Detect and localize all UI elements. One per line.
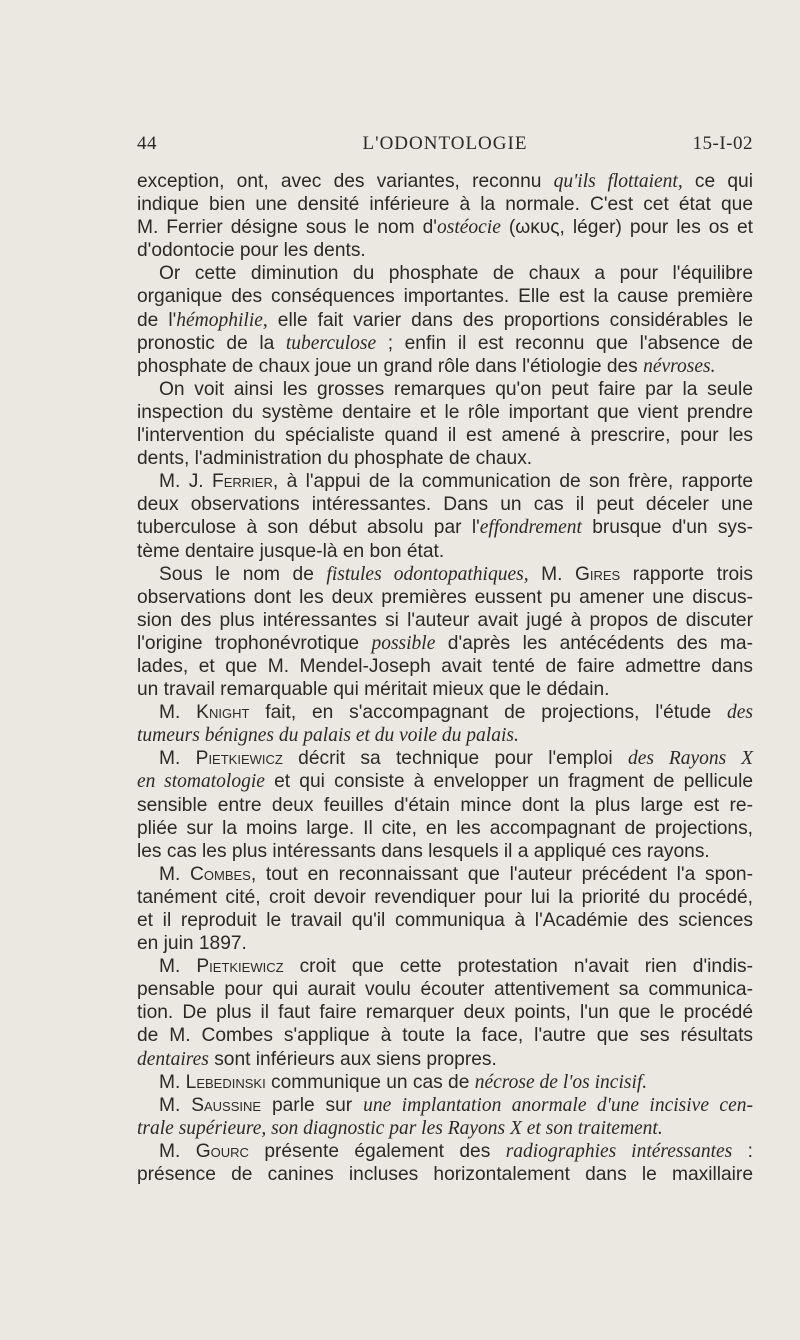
paragraph [137,863,753,955]
text-run: de M. Combes s'applique à toute la face, l'autre que ses résultats [137,1025,753,1047]
italic-run: nécrose de l'os incisif. [474,1071,648,1093]
text-run: exception, ont, avec des variantes, reconnu [137,171,554,192]
text-line [137,632,753,655]
text-run: pronostic de la [137,332,286,354]
author-name: Knight [196,702,250,724]
text-line [137,401,753,424]
text-line [137,1140,753,1163]
italic-run: tuberculose [285,332,377,354]
text-run: tuberculose à son début absolu par l' [137,517,480,539]
text-line [137,817,753,840]
paragraph [137,1140,753,1186]
text-run: , tout en reconnaissant que l'auteur précédent l'a spon- [250,863,753,885]
italic-run: une implantation anormale d'une incisive cen- [363,1094,753,1116]
text-line [137,932,753,955]
text-run: M. [159,702,197,724]
text-run: Or cette diminution du phosphate de chaux a pour l'équilibre [159,263,753,285]
italic-run: dentaires [137,1048,209,1070]
text-run: d'après les antécédents des ma- [435,632,753,654]
author-name: Pietkiewicz [195,748,283,770]
italic-run: hémophilie, [176,309,268,331]
text-run: phosphate de chaux joue un grand rôle dans l'étiologie des [137,355,644,377]
italic-run: des [727,702,753,724]
text-line [137,262,753,285]
italic-run: trale supérieure, son diagnostic par les Rayons X et son traitement. [137,1117,663,1139]
text-run: sont inférieurs aux siens propres. [208,1048,497,1070]
text-line [137,840,753,863]
text-line [137,1024,753,1047]
text-line [137,678,753,701]
text-line [137,1094,753,1117]
text-run: présente également des [248,1140,506,1162]
text-run: pliée sur la moins large. Il cite, en les accompagnant de projections, [137,817,753,839]
author-name: Combes [190,863,251,885]
paragraph [137,955,753,1070]
italic-run: effondrement [479,517,582,539]
author-name: Lebedinski [185,1071,266,1093]
text-run: tanément cité, croit devoir revendiquer pour lui la priorité du procédé, [137,886,753,908]
italic-run: qu'ils flottaient, [553,171,683,192]
text-run: de l' [137,309,177,331]
italic-run: en stomatologie [137,771,265,793]
text-run: , à l'appui de la communication de son frère, rapporte [272,471,754,493]
text-run: On voit ainsi les grosses remarques qu'on peut faire par la seule [159,378,753,400]
text-run: rapporte trois [620,563,753,585]
text-line [137,955,753,978]
text-run: (ωκυς, léger) pour les os et [500,217,753,239]
text-line [137,747,753,770]
italic-run: ostéocie [436,217,501,239]
issue-date: 15-I-02 [692,133,753,154]
text-run: M. [159,1071,186,1093]
italic-run: tumeurs bénignes du palais et du voile du palais. [137,725,519,747]
text-run: présence de canines incluses horizontalement dans le maxillaire [137,1164,753,1186]
italic-run: des Rayons X [627,748,753,770]
text-run: sion des plus intéressantes si l'auteur avait jugé à propos de discuter [137,609,753,631]
text-line [137,701,753,724]
text-line [137,447,753,470]
text-run: elle fait varier dans des proportions considérables le [267,309,753,331]
text-run: fait, en s'accompagnant de projections, l'étude [249,702,727,724]
text-run: l'origine trophonévrotique [137,632,372,654]
text-run: M. [159,863,191,885]
text-line [137,1001,753,1024]
text-run: en juin 1897. [137,933,247,955]
text-run: Sous le nom de [159,563,327,585]
text-line [137,332,753,355]
text-run: ce qui [682,171,753,192]
paragraph [137,262,753,377]
text-run: lades, et que M. Mendel-Joseph avait tenté de faire admettre dans [137,655,753,677]
text-run: M. [528,563,575,585]
italic-run: possible [371,632,436,654]
text-run: M. [159,956,197,978]
text-run: croit que cette protestation n'avait rien d'indis- [283,956,753,978]
paragraph [137,701,753,747]
italic-run: radiographies intéressantes [505,1140,733,1162]
text-line [137,1117,753,1140]
text-run: M. J. [159,471,213,493]
text-line [137,886,753,909]
text-line [137,516,753,539]
text-line [137,216,753,239]
text-run: et qui consiste à envelopper un fragment de pellicule [264,771,754,793]
text-run: M. [159,1140,196,1162]
text-line [137,540,753,563]
paragraph [137,1071,753,1094]
text-line [137,586,753,609]
text-line [137,909,753,932]
page-number: 44 [137,133,157,154]
text-line [137,193,753,216]
paragraph [137,170,753,262]
paragraph [137,563,753,702]
text-run: tion. De plus il faut faire remarquer deux points, l'un que le procédé [137,1002,753,1024]
text-run: l'intervention du spécialiste quand il est amené à prescrire, pour les [137,425,753,447]
italic-run: fistules odontopathiques, [326,563,529,585]
text-run: décrit sa technique pour l'emploi [282,748,628,770]
text-line [137,309,753,332]
text-line [137,239,753,262]
text-run: les cas les plus intéressants dans lesquels il a appliqué ces rayons. [137,840,710,862]
text-line [137,863,753,886]
text-line [137,978,753,1001]
text-line [137,1163,753,1186]
paragraph [137,1094,753,1140]
text-line [137,378,753,401]
text-run: un travail remarquable qui méritait mieux que le dédain. [137,679,610,701]
text-run: inspection du système dentaire et le rôle important que vient prendre [137,401,753,423]
text-run: communique un cas de [265,1071,475,1093]
text-line [137,170,753,193]
text-run: indique bien une densité inférieure à la normale. C'est cet état que [137,194,753,216]
text-run: parle sur [261,1094,364,1116]
text-run: ; enfin il est reconnu que l'absence de [376,332,754,354]
text-run: pensable pour qui aurait voulu écouter attentivement sa communica- [137,979,753,1001]
author-name: Pietkiewicz [196,956,284,978]
author-name: Gourc [195,1140,249,1162]
body-text [137,170,753,1186]
paragraph [137,470,753,562]
text-line [137,424,753,447]
author-name: Saussine [191,1094,262,1116]
text-line [137,493,753,516]
text-line [137,1048,753,1071]
text-run: : [732,1140,753,1162]
text-run: dents, l'administration du phosphate de chaux. [137,448,533,470]
author-name: Ferrier [212,471,273,493]
text-run: brusque d'un sys- [581,517,753,539]
text-run: deux observations intéressantes. Dans un cas il peut déceler une [137,494,753,516]
text-run: d'odontocie pour les dents. [137,240,366,262]
text-run: sensible entre deux feuilles d'étain mince dont la plus large est re- [137,794,753,816]
text-line [137,285,753,308]
italic-run: névroses. [643,355,716,377]
paragraph [137,378,753,470]
text-run: organique des conséquences importantes. Elle est la cause première [137,286,753,308]
text-run: tème dentaire jusque-là en bon état. [137,540,445,562]
text-run: M. [159,748,196,770]
text-line [137,655,753,678]
journal-title: L'ODONTOLOGIE [362,133,528,154]
text-line [137,724,753,747]
text-run: et il reproduit le travail qu'il communiqua à l'Académie des sciences [137,910,753,931]
text-line [137,794,753,817]
author-name: Gires [574,563,621,585]
text-line [137,1071,753,1094]
text-line [137,355,753,378]
paragraph [137,747,753,862]
text-line [137,770,753,793]
text-line [137,563,753,586]
text-run: observations dont les deux premières eussent pu amener une discus- [137,586,753,608]
text-line [137,470,753,493]
text-run: M. [159,1094,192,1116]
text-line [137,609,753,632]
text-run: M. Ferrier désigne sous le nom d' [137,217,437,239]
